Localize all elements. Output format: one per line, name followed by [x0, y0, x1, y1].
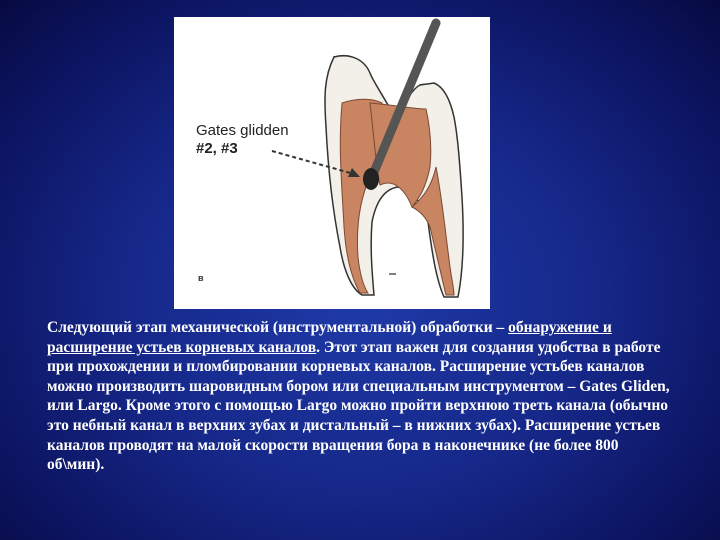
instrument-tip: [363, 168, 379, 190]
paragraph-rest: . Этот этап важен для создания удобства в работе при прохождении и пломбировании корневых каналов. Расширение устьбев каналов можно производить шаровидным бором или специальным инструментом – Gates Gliden, или Largo. Кроме этого с помощью Largo можно пройти верхнюю треть канала (обычно это небный канал в верхних зубах и дистальный – в нижних зубах). Расширение устьев каналов проводят на малой скорости вращения бора в наконечнике (не более 800 об\мин).: [47, 338, 670, 474]
figure-label-line2: #2, #3: [196, 140, 238, 157]
paragraph-intro: Следующий этап механической (инструментальной) обработки –: [47, 319, 509, 336]
body-paragraph: [47, 318, 677, 475]
figure-label-line1: Gates glidden: [196, 122, 289, 139]
panel-letter: в: [198, 273, 204, 283]
paragraph-link[interactable]: обнаружение и расширение устьев корневых каналов: [47, 319, 612, 356]
figure-label: [196, 122, 289, 158]
tooth-drawing: [174, 17, 490, 309]
tooth-illustration: [174, 17, 490, 309]
